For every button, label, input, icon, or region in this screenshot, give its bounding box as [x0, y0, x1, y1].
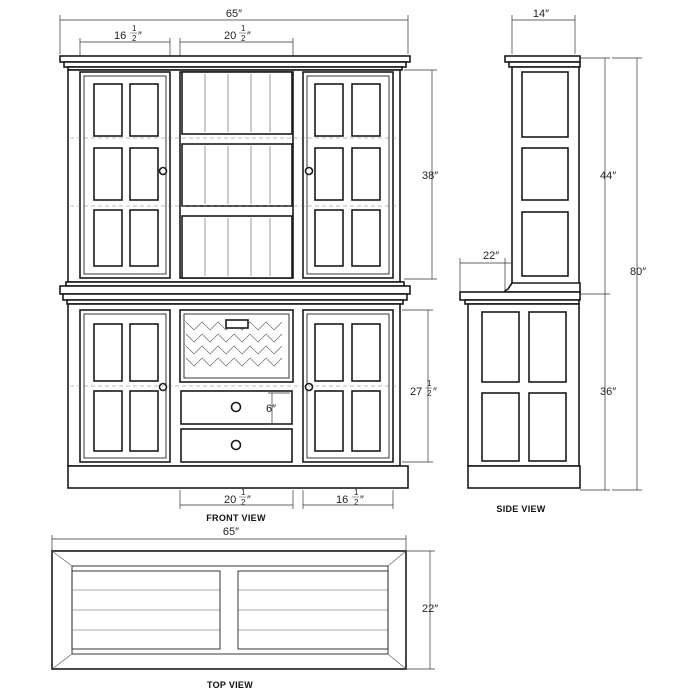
upper-height-dimension	[404, 70, 438, 279]
side-total-height-label: 80″	[630, 266, 647, 278]
upper-height-label: 38″	[422, 170, 439, 182]
side-depth-top-label: 14″	[532, 8, 550, 20]
lower-drawer-knob	[232, 441, 241, 450]
side-total-height-dimension	[612, 58, 646, 490]
upper-right-door	[303, 72, 393, 278]
crown-moulding	[60, 56, 410, 70]
door-width-top-dimension	[80, 24, 170, 56]
side-base-depth-dimension	[460, 250, 512, 292]
drawer-height-label: 6″	[266, 403, 277, 415]
center-width-bottom-num: 1	[241, 488, 246, 497]
lower-height-inch: ″	[433, 386, 437, 398]
basket-label-plate	[226, 320, 248, 328]
mid-moulding	[60, 282, 410, 304]
side-upper-height-label: 44″	[600, 170, 617, 182]
front-view-label: FRONT VIEW	[206, 513, 266, 523]
door-width-bottom-den: 2	[354, 498, 359, 507]
upper-drawer-knob	[232, 403, 241, 412]
center-width-top-den: 2	[241, 34, 246, 43]
lower-left-door-knob	[160, 384, 167, 391]
front-view	[60, 8, 438, 523]
side-lower-height-dimension	[580, 294, 616, 490]
side-plinth	[468, 466, 580, 488]
lower-height-den: 2	[427, 389, 432, 398]
front-width-label: 65″	[225, 8, 243, 20]
center-width-top-inch: ″	[247, 30, 251, 42]
center-width-bottom-whole: 20	[224, 494, 237, 506]
upper-left-door	[80, 72, 170, 278]
door-width-bottom-dimension	[303, 488, 393, 509]
door-width-bottom-inch: ″	[360, 494, 364, 506]
upper-right-door-knob	[306, 168, 313, 175]
top-depth-dimension	[406, 551, 438, 669]
lower-height-dimension	[402, 310, 437, 462]
lower-height-num: 1	[427, 379, 432, 388]
side-lower-height-label: 36″	[600, 386, 617, 398]
door-width-bottom-whole: 16	[336, 494, 349, 506]
door-width-bottom-num: 1	[354, 488, 359, 497]
top-view-label: TOP VIEW	[206, 680, 254, 690]
door-width-top-den: 2	[132, 34, 137, 43]
side-view	[460, 8, 646, 514]
door-width-top-inch: ″	[138, 30, 142, 42]
top-width-dimension	[52, 526, 406, 551]
lower-right-door-knob	[306, 384, 313, 391]
lower-height-whole: 27	[410, 386, 423, 398]
center-width-bottom-dimension	[180, 488, 293, 509]
side-upper-height-dimension	[580, 58, 616, 294]
upper-left-door-knob	[160, 168, 167, 175]
center-width-bottom-den: 2	[241, 498, 246, 507]
upper-center-shelves	[180, 72, 293, 278]
side-view-label: SIDE VIEW	[496, 504, 546, 514]
top-view	[52, 526, 438, 690]
door-width-top-whole: 16	[114, 30, 127, 42]
center-width-top-whole: 20	[224, 30, 237, 42]
door-width-top-num: 1	[132, 24, 137, 33]
side-depth-top-dimension	[512, 8, 575, 54]
center-width-top-dimension	[180, 24, 293, 56]
base-plinth	[68, 466, 408, 488]
center-width-top-num: 1	[241, 24, 246, 33]
top-depth-label: 22″	[422, 603, 439, 615]
center-width-bottom-inch: ″	[247, 494, 251, 506]
top-width-label: 65″	[222, 526, 240, 538]
side-base-depth-label: 22″	[483, 250, 500, 262]
